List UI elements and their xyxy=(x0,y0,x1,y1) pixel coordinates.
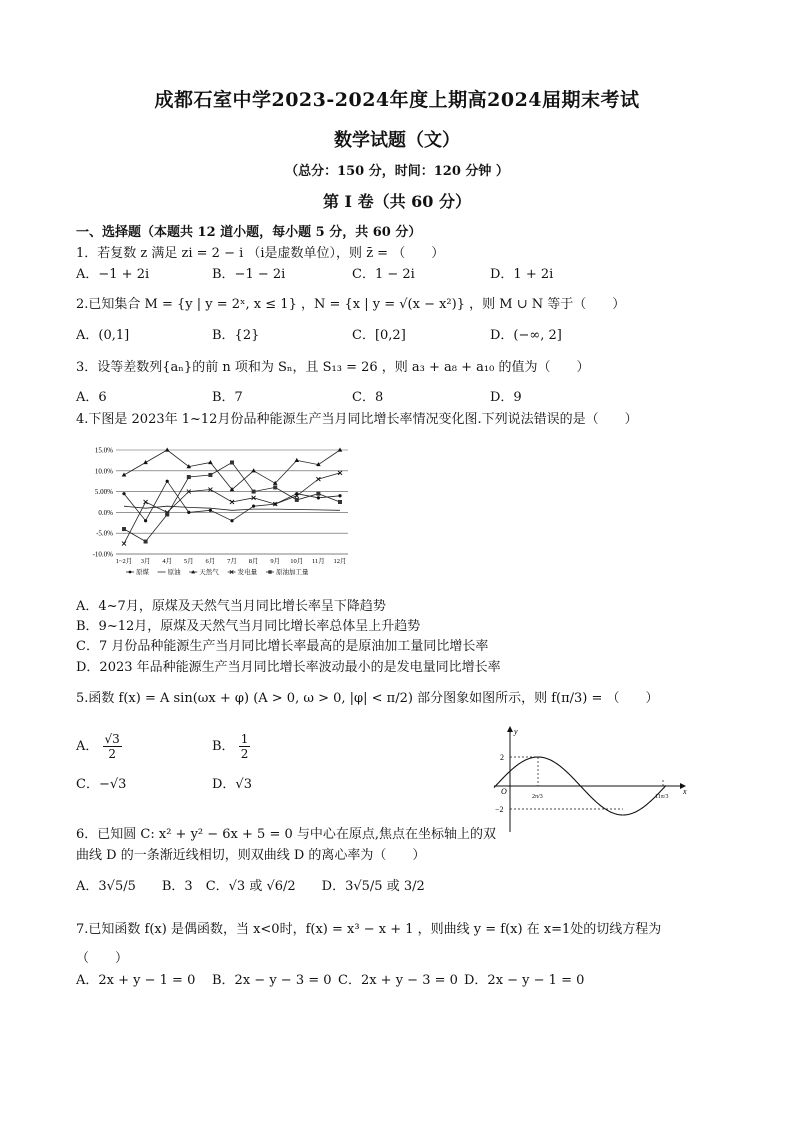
data-point xyxy=(295,498,299,502)
q4-option-c: C．7 月份品种能源生产当月同比增长率最高的是原油加工量同比增长率 xyxy=(76,639,489,654)
q1-stem: 1．若复数 z 满足 zi = 2 − i （i是虚数单位），则 z̄ = （ ） xyxy=(76,246,445,261)
q5-condition: (A > 0, ω > 0, |φ| < π/2) xyxy=(253,691,413,706)
data-point xyxy=(316,477,320,481)
x-tick-label: 4月 xyxy=(162,558,173,565)
q5-option-b-fraction xyxy=(239,732,251,761)
data-point xyxy=(338,494,341,497)
x-tick-label: 10月 xyxy=(290,558,304,565)
x-tick-2pi-3: 2π/3 xyxy=(532,794,543,800)
q1-option-d: D．1 + 2i xyxy=(490,267,554,282)
data-point xyxy=(187,511,190,514)
x-tick-label: 1~2月 xyxy=(115,558,133,565)
data-point xyxy=(208,473,212,477)
q5-option-a-label: A． xyxy=(76,739,99,754)
q2-option-c: C．[0,2] xyxy=(352,328,406,343)
q1-option-a: A．−1 + 2i xyxy=(76,267,150,282)
q4-option-d: D．2023 年品种能源生产当月同比增长率波动最小的是发电量同比增长率 xyxy=(76,660,501,675)
q3-option-d: D．9 xyxy=(490,390,522,405)
q1-option-b: B．−1 − 2i xyxy=(212,267,286,282)
series-line xyxy=(124,450,340,490)
data-point xyxy=(144,519,147,522)
fraction-numerator: √3 xyxy=(104,732,120,746)
fraction-denominator: 2 xyxy=(240,747,249,761)
q7-option-a: A．2x + y − 1 = 0 xyxy=(76,973,196,988)
x-tick-label: 12月 xyxy=(333,558,347,565)
data-point xyxy=(338,471,342,475)
data-point xyxy=(209,509,212,512)
legend-label: 天然气 xyxy=(199,569,219,576)
data-point xyxy=(230,519,233,522)
q5-option-a-fraction xyxy=(103,732,122,761)
y-axis-label: y xyxy=(514,727,518,736)
q7-stem-line2: （ ） xyxy=(76,951,129,966)
q5-question: 部分图象如图所示，则 f(π/3) = （ ） xyxy=(417,691,659,706)
q6-options: A．3√5/5 B．3 C．√3 或 √6/2 D．3√5/5 或 3/2 xyxy=(76,879,425,894)
q5-function: 5.函数 f(x) = A sin(ωx + φ) xyxy=(76,691,250,706)
q3-option-a: A．6 xyxy=(76,390,107,405)
exam-title: 成都石室中学2023-2024年度上期高2024届期末考试 xyxy=(154,89,640,111)
x-axis-label: x xyxy=(683,787,687,796)
q5-option-c: C．−√3 xyxy=(76,777,127,792)
exam-subtitle: 数学试题（文） xyxy=(334,130,460,151)
q5-option-d: D．√3 xyxy=(212,777,252,792)
data-point xyxy=(316,492,320,496)
q2-stem: 2.已知集合 M = {y | y = 2ˣ, x ≤ 1} ，N = {x | y = √(x − x²)} ，则 M ∪ N 等于（ ） xyxy=(76,297,626,312)
fraction-numerator: 1 xyxy=(240,732,249,746)
q7-stem-line1: 7.已知函数 f(x) 是偶函数，当 x<0时，f(x) = x³ − x + 1 ，则曲线 y = f(x) 在 x=1处的切线方程为 xyxy=(76,922,662,937)
x-tick-label: 5月 xyxy=(183,558,194,565)
q5-option-a xyxy=(76,732,122,761)
data-point xyxy=(252,505,255,508)
origin-label: O xyxy=(501,787,507,796)
q2-option-b: B．{2} xyxy=(212,328,260,343)
data-point xyxy=(251,468,256,472)
q5-option-b-label: B． xyxy=(212,739,235,754)
q6-stem-line2: 曲线 D 的一条渐近线相切，则双曲线 D 的离心率为（ ） xyxy=(76,848,426,863)
q3-option-b: B．7 xyxy=(212,390,243,405)
y-tick-label: 15.0% xyxy=(94,446,113,455)
y-min-label: −2 xyxy=(495,805,504,814)
data-point xyxy=(273,485,277,489)
q3-option-c: C．8 xyxy=(352,390,384,405)
data-point xyxy=(144,500,148,504)
legend-label: 原油加工量 xyxy=(276,569,309,576)
q7-option-c: C．2x + y − 3 = 0 xyxy=(338,973,458,988)
y-max-label: 2 xyxy=(500,753,504,762)
exam-meta: （总分：150 分，时间：120 分钟 ） xyxy=(285,164,509,179)
data-point xyxy=(122,542,126,546)
data-point xyxy=(165,512,169,516)
data-point xyxy=(165,448,170,452)
y-tick-label: 5.00% xyxy=(94,488,113,497)
y-tick-label: -5.0% xyxy=(96,529,113,538)
q5-option-b xyxy=(212,732,250,761)
data-point xyxy=(187,475,191,479)
x-tick-label: 6月 xyxy=(205,558,216,565)
fraction-denominator: 2 xyxy=(108,747,116,761)
q7-option-b: B．2x − y − 3 = 0 xyxy=(212,973,332,988)
q7-option-d: D．2x − y − 1 = 0 xyxy=(464,973,585,988)
legend-label: 原煤 xyxy=(136,569,149,576)
x-tick-label: 7月 xyxy=(227,558,237,565)
q1-option-c: C．1 − 2i xyxy=(352,267,415,282)
q2-option-d: D．(−∞, 2] xyxy=(490,328,562,343)
data-point xyxy=(338,448,343,452)
data-point xyxy=(295,458,300,462)
data-point xyxy=(230,460,234,464)
data-point xyxy=(208,460,213,464)
x-tick-label: 9月 xyxy=(270,558,281,565)
q5-stem xyxy=(76,690,659,708)
q6-stem-line1: 6．已知圆 C: x² + y² − 6x + 5 = 0 与中心在原点,焦点在坐标轴上的双 xyxy=(76,827,496,842)
x-tick-label: 8月 xyxy=(248,558,259,565)
legend-marker xyxy=(129,571,132,574)
data-point xyxy=(317,496,320,499)
energy-growth-chart xyxy=(76,436,356,586)
q4-stem: 4.下图是 2023年 1~12月份品种能源生产当月同比增长率情况变化图.下列说法错误的是（ ） xyxy=(76,412,638,427)
sine-graph xyxy=(488,724,688,834)
data-point xyxy=(338,500,342,504)
q2-option-a: A．(0,1] xyxy=(76,328,130,343)
q3-stem: 3．设等差数列{aₙ}的前 n 项和为 Sₙ，且 S₁₃ = 26 ，则 a₃ + a₈ + a₁₀ 的值为（ ） xyxy=(76,360,590,375)
data-point xyxy=(122,492,125,495)
x-tick-label: 11月 xyxy=(312,558,325,565)
data-point xyxy=(166,480,169,483)
legend-marker xyxy=(268,570,271,573)
q4-option-a: A．4~7月，原煤及天然气当月同比增长率呈下降趋势 xyxy=(76,599,386,614)
y-axis-arrow xyxy=(507,726,513,732)
x-tick-11pi-3: 11π/3 xyxy=(655,794,669,800)
q4-option-b: B．9~12月，原煤及天然气当月同比增长率总体呈上升趋势 xyxy=(76,619,421,634)
y-tick-label: 10.0% xyxy=(94,467,113,476)
y-tick-label: 0.0% xyxy=(98,508,113,517)
part-heading: 一、选择题（本题共 12 道小题，每小题 5 分，共 60 分） xyxy=(76,225,422,240)
legend-label: 原油 xyxy=(167,569,181,576)
data-point xyxy=(252,490,256,494)
section-heading: 第 I 卷（共 60 分） xyxy=(322,192,472,211)
data-point xyxy=(122,527,126,531)
y-tick-label: -10.0% xyxy=(92,550,113,559)
x-tick-label: 3月 xyxy=(140,558,151,565)
data-point xyxy=(144,540,148,544)
legend-label: 发电量 xyxy=(237,569,258,576)
